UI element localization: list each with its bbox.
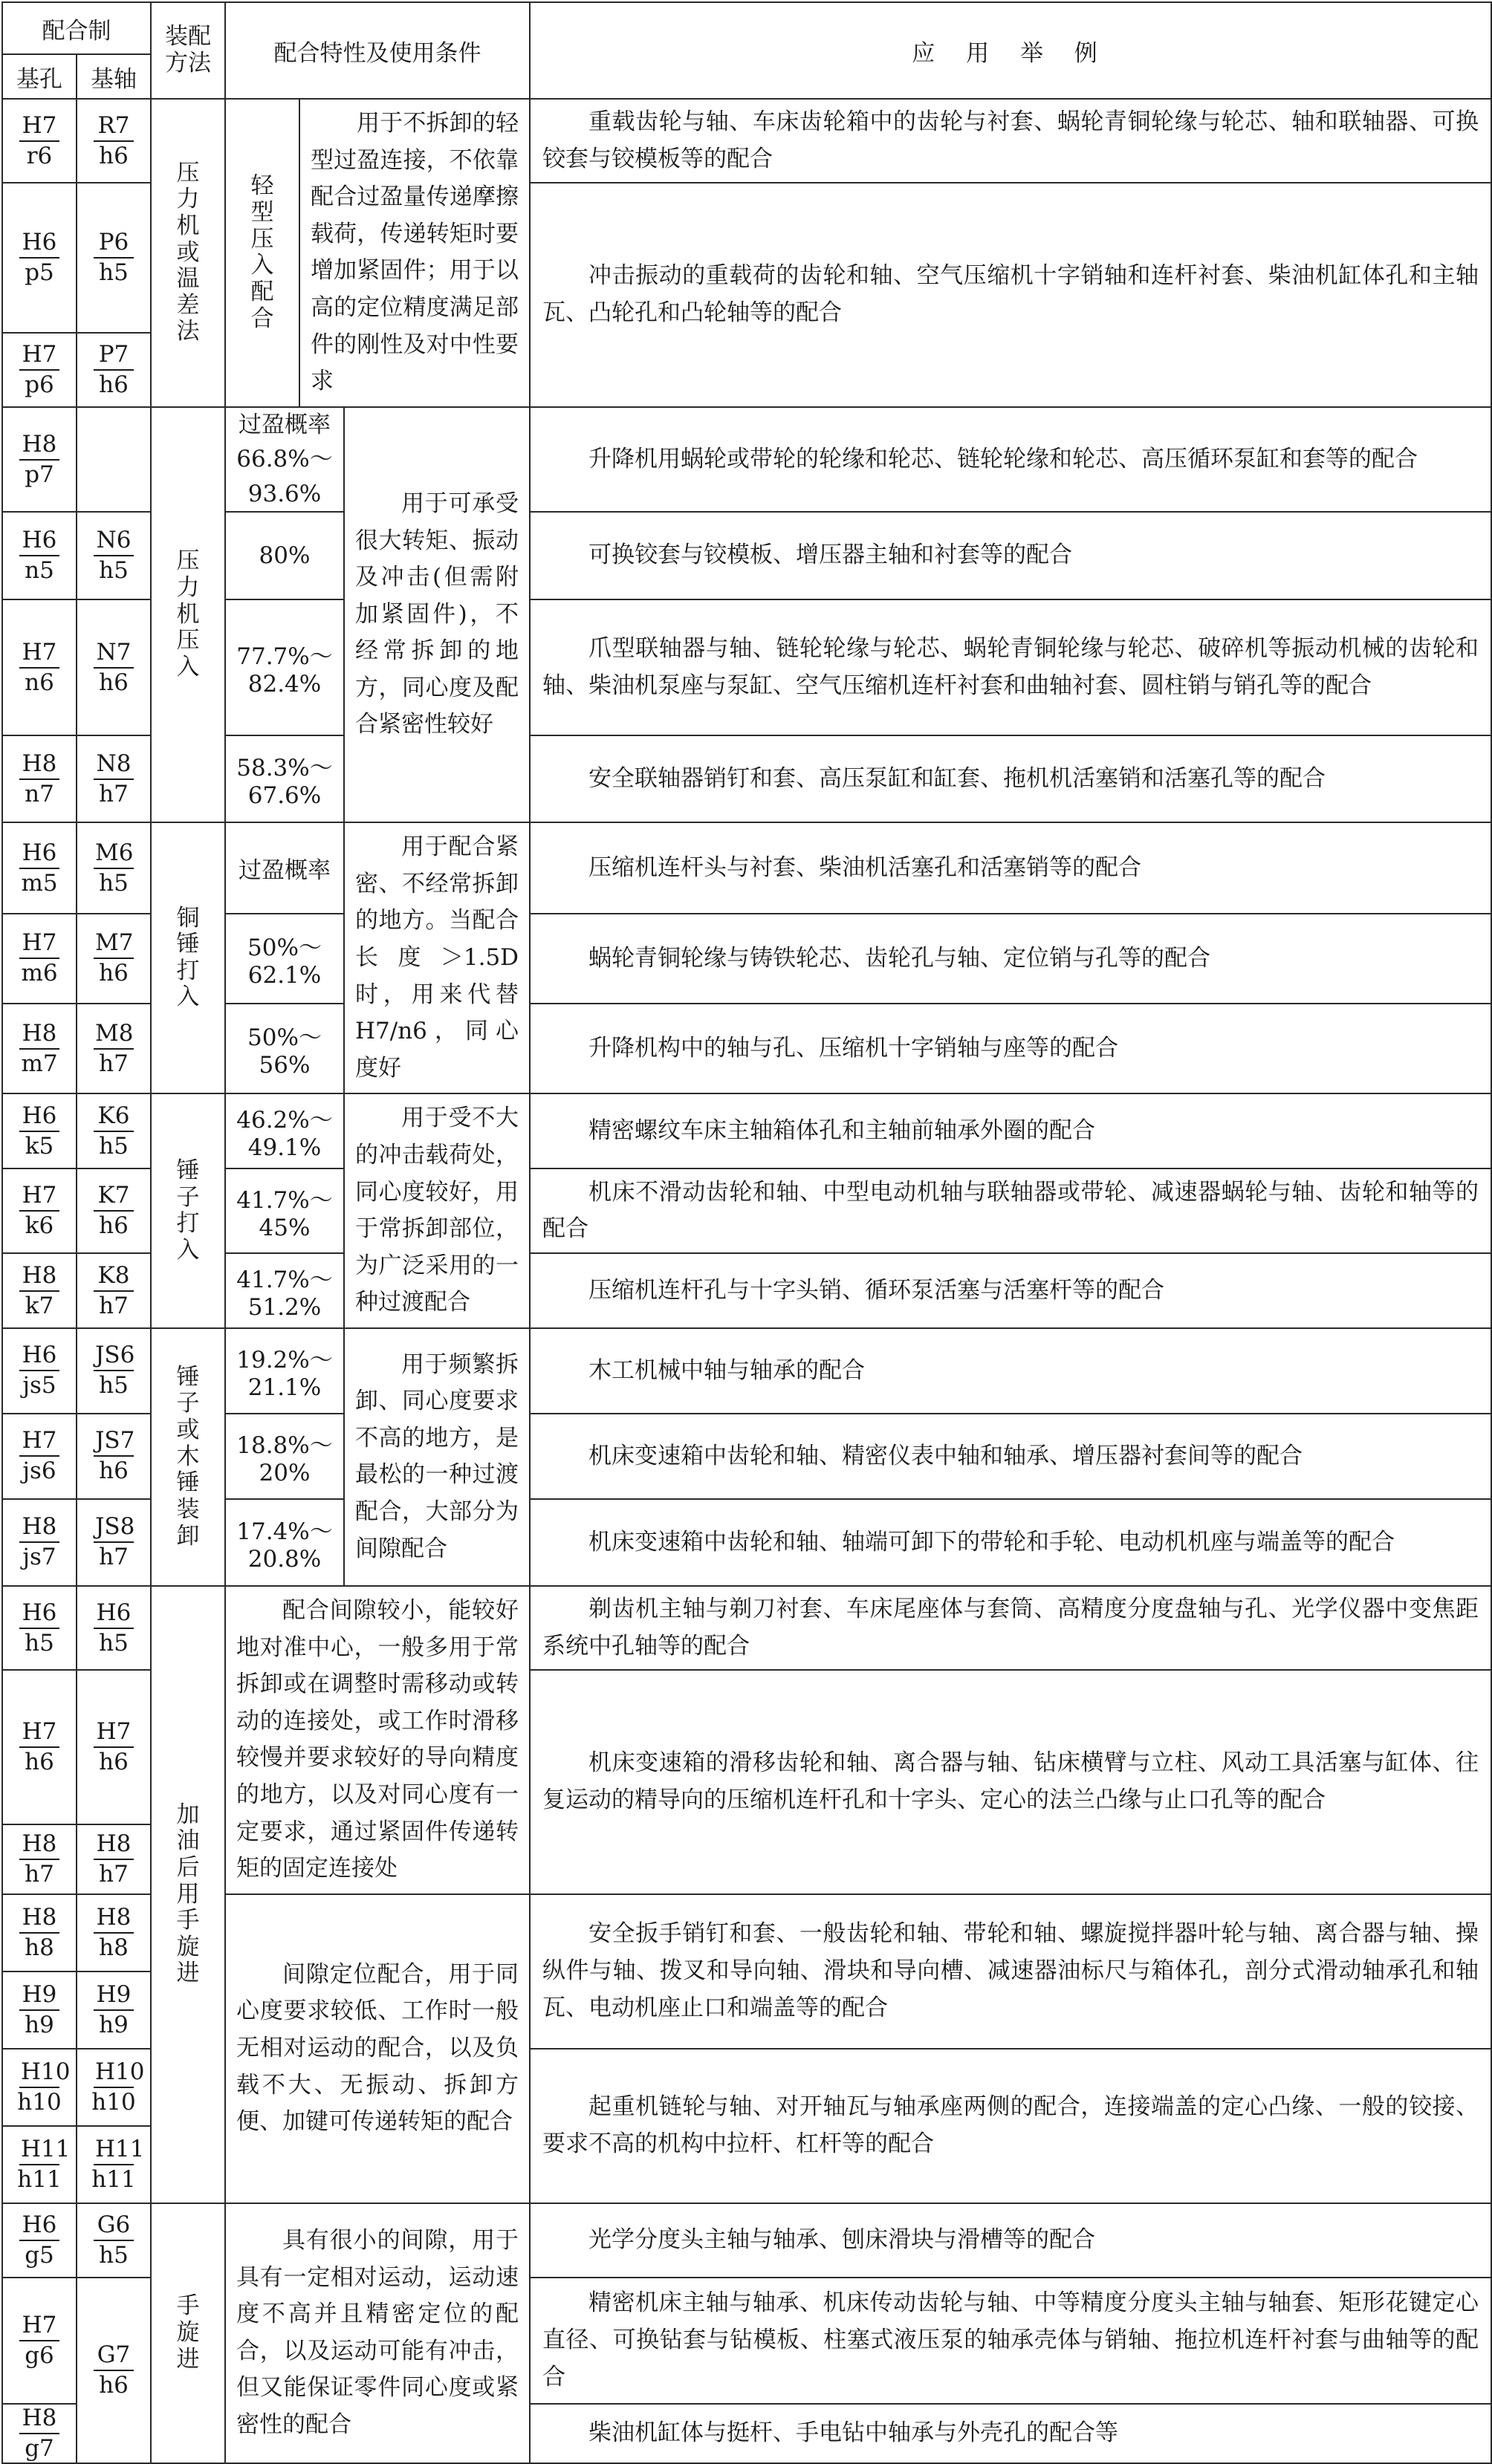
interference-probability: 80% [225, 512, 344, 599]
hole-fit: H8 h7 [2, 1824, 77, 1894]
shaft-fit: P6 h5 [77, 183, 151, 333]
interference-probability: 18.8%～20% [225, 1414, 344, 1499]
shaft-fit: H6 h5 [77, 1586, 151, 1670]
hole-fit: H8 p7 [2, 407, 77, 513]
hole-fit: H6 js5 [2, 1328, 77, 1414]
interference-probability [225, 407, 344, 513]
hole-fit: H9 h9 [2, 1971, 77, 2049]
application-example: 蜗轮青铜轮缘与铸铁轮芯、齿轮孔与轴、定位销与孔等的配合 [530, 914, 1491, 1004]
shaft-fit: M8 h7 [77, 1004, 151, 1093]
application-example: 重载齿轮与轴、车床齿轮箱中的齿轮与衬套、蜗轮青铜轮缘与轮芯、轴和联轴器、可换铰套与铰模板等的配合 [530, 99, 1491, 183]
probability-label: 过盈概率 [225, 822, 344, 914]
application-example: 机床不滑动齿轮和轴、中型电动机轴与联轴器或带轮、减速器蜗轮与轴、齿轮和轴等的配合 [530, 1168, 1491, 1253]
probability-label: 过盈概率 [239, 411, 331, 438]
assembly-method: 压力机或温差法 [151, 99, 225, 407]
shaft-fit: H8 h7 [77, 1824, 151, 1894]
hole-fit: H7 js6 [2, 1414, 77, 1499]
hole-fit: H6 k5 [2, 1093, 77, 1168]
interference-probability: 50%～62.1% [225, 914, 344, 1004]
header-shaft-basis: 基轴 [77, 54, 151, 99]
header-assembly-method: 装配方法 [151, 2, 225, 99]
header-hole-basis: 基孔 [2, 54, 77, 99]
assembly-method: 压力机压入 [151, 407, 225, 823]
fit-characteristics: 用于可承受很大转矩、振动及冲击(但需附加紧固件)，不经常拆卸的地方，同心度及配合紧密性较好 [344, 407, 530, 823]
hole-fit: H6 h5 [2, 1586, 77, 1670]
fit-characteristics: 具有很小的间隙，用于具有一定相对运动，运动速度不高并且精密定位的配合，以及运动可能有冲击，但又能保证零件同心度或紧密性的配合 [225, 2203, 530, 2463]
shaft-fit: K7 h6 [77, 1168, 151, 1253]
application-example: 精密螺纹车床主轴箱体孔和主轴前轴承外圈的配合 [530, 1093, 1491, 1168]
shaft-fit: N7 h6 [77, 599, 151, 735]
hole-fit: H7 k6 [2, 1168, 77, 1253]
hole-fit: H6 p5 [2, 183, 77, 333]
hole-fit: H6 g5 [2, 2203, 77, 2278]
assembly-method: 铜锤打入 [151, 822, 225, 1093]
application-example: 光学分度头主轴与轴承、刨床滑块与滑槽等的配合 [530, 2203, 1491, 2278]
shaft-fit: G7 h6 [77, 2278, 151, 2463]
interference-probability: 17.4%～20.8% [225, 1499, 344, 1586]
application-example: 安全联轴器销钉和套、高压泵缸和缸套、拖机机活塞销和活塞孔等的配合 [530, 735, 1491, 822]
application-example: 升降机构中的轴与孔、压缩机十字销轴与座等的配合 [530, 1004, 1491, 1093]
shaft-fit: H7 h6 [77, 1670, 151, 1824]
assembly-method: 锤子或木锤装卸 [151, 1328, 225, 1586]
interference-probability: 77.7%～82.4% [225, 599, 344, 735]
hole-fit: H8 h8 [2, 1894, 77, 1971]
hole-fit: H7 r6 [2, 99, 77, 183]
interference-probability: 41.7%～45% [225, 1168, 344, 1253]
shaft-fit: H8 h8 [77, 1894, 151, 1971]
application-example: 剃齿机主轴与剃刀衬套、车床尾座体与套筒、高精度分度盘轴与孔、光学仪器中变焦距系统中孔轴等的配合 [530, 1586, 1491, 1670]
fit-characteristics: 配合间隙较小，能较好地对准中心，一般多用于常拆卸或在调整时需移动或转动的连接处，或工作时滑移较慢并要求较好的导向精度的地方，以及对同心度有一定要求，通过紧固件传递转矩的固定连接处 [225, 1586, 530, 1894]
application-example: 柴油机缸体与挺杆、手电钻中轴承与外壳孔的配合等 [530, 2404, 1491, 2463]
shaft-fit: N6 h5 [77, 512, 151, 599]
interference-probability: 46.2%～49.1% [225, 1093, 344, 1168]
application-example: 升降机用蜗轮或带轮的轮缘和轮芯、链轮轮缘和轮芯、高压循环泵缸和套等的配合 [530, 407, 1491, 513]
shaft-fit: P7 h6 [77, 333, 151, 407]
hole-fit: H7 p6 [2, 333, 77, 407]
application-example: 起重机链轮与轴、对开轴瓦与轴承座两侧的配合，连接端盖的定心凸缘、一般的铰接、要求不高的机构中拉杆、杠杆等的配合 [530, 2049, 1491, 2203]
shaft-fit: H9 h9 [77, 1971, 151, 2049]
hole-fit: H8 n7 [2, 735, 77, 822]
hole-fit: H7 h6 [2, 1670, 77, 1824]
assembly-method: 手旋进 [151, 2203, 225, 2463]
hole-fit: H8 js7 [2, 1499, 77, 1586]
shaft-fit: H11 h11 [77, 2126, 151, 2203]
shaft-fit: JS8 h7 [77, 1499, 151, 1586]
hole-fit: H7 n6 [2, 599, 77, 735]
shaft-fit: R7 h6 [77, 99, 151, 183]
hole-fit: H8 m7 [2, 1004, 77, 1093]
hole-fit: H8 k7 [2, 1253, 77, 1328]
fit-characteristics: 用于不拆卸的轻型过盈连接，不依靠配合过盈量传递摩擦载荷，传递转矩时要增加紧固件；用于以高的定位精度满足部件的刚性及对中性要求 [299, 99, 530, 407]
interference-probability: 41.7%～51.2% [225, 1253, 344, 1328]
shaft-fit: K6 h5 [77, 1093, 151, 1168]
assembly-method: 加油后用手旋进 [151, 1586, 225, 2203]
application-example: 压缩机连杆孔与十字头销、循环泵活塞与活塞杆等的配合 [530, 1253, 1491, 1328]
header-characteristics: 配合特性及使用条件 [225, 2, 530, 99]
interference-probability: 19.2%～21.1% [225, 1328, 344, 1414]
application-example: 木工机械中轴与轴承的配合 [530, 1328, 1491, 1414]
fit-characteristics: 间隙定位配合，用于同心度要求较低、工作时一般无相对运动的配合，以及负载不大、无振动、拆卸方便、加键可传递转矩的配合 [225, 1894, 530, 2203]
assembly-method: 锤子打入 [151, 1093, 225, 1328]
fit-characteristics: 用于受不大的冲击载荷处，同心度较好，用于常拆卸部位，为广泛采用的一种过渡配合 [344, 1093, 530, 1328]
shaft-fit: K8 h7 [77, 1253, 151, 1328]
fit-characteristics: 用于配合紧密、不经常拆卸的地方。当配合长度＞1.5D时，用来代替H7/n6，同心度好 [344, 822, 530, 1093]
probability-value: 66.8%～93.6% [236, 446, 333, 507]
header-fit-system: 配合制 [2, 2, 151, 54]
hole-fit: H11 h11 [2, 2126, 77, 2203]
hole-fit: H6 n5 [2, 512, 77, 599]
application-example: 爪型联轴器与轴、链轮轮缘与轮芯、蜗轮青铜轮缘与轮芯、破碎机等振动机械的齿轮和轴、柴油机泵座与泵缸、空气压缩机连杆衬套和曲轴衬套、圆柱销与销孔等的配合 [530, 599, 1491, 735]
shaft-fit-empty [77, 407, 151, 513]
hole-fit: H7 g6 [2, 2278, 77, 2404]
shaft-fit: M7 h6 [77, 914, 151, 1004]
shaft-fit: M6 h5 [77, 822, 151, 914]
shaft-fit: H10 h10 [77, 2049, 151, 2126]
fit-characteristics: 用于频繁拆卸、同心度要求不高的地方，是最松的一种过渡配合，大部分为间隙配合 [344, 1328, 530, 1586]
shaft-fit: G6 h5 [77, 2203, 151, 2278]
application-example: 机床变速箱中齿轮和轴、轴端可卸下的带轮和手轮、电动机机座与端盖等的配合 [530, 1499, 1491, 1586]
application-example: 精密机床主轴与轴承、机床传动齿轮与轴、中等精度分度头主轴与轴套、矩形花键定心直径、可换钻套与钻模板、柱塞式液压泵的轴承壳体与销轴、拖拉机连杆衬套与曲轴等的配合 [530, 2278, 1491, 2404]
hole-fit: H10 h10 [2, 2049, 77, 2126]
interference-probability: 58.3%～67.6% [225, 735, 344, 822]
application-example: 机床变速箱中齿轮和轴、精密仪表中轴和轴承、增压器衬套间等的配合 [530, 1414, 1491, 1499]
hole-fit: H6 m5 [2, 822, 77, 914]
application-example: 机床变速箱的滑移齿轮和轴、离合器与轴、钻床横臂与立柱、风动工具活塞与缸体、往复运动的精导向的压缩机连杆孔和十字头、定心的法兰凸缘与止口孔等的配合 [530, 1670, 1491, 1894]
fit-selection-table [1, 1, 1492, 2464]
application-example: 冲击振动的重载荷的齿轮和轴、空气压缩机十字销轴和连杆衬套、柴油机缸体孔和主轴瓦、凸轮孔和凸轮轴等的配合 [530, 183, 1491, 407]
application-example: 可换铰套与铰模板、增压器主轴和衬套等的配合 [530, 512, 1491, 599]
interference-probability: 50%～56% [225, 1004, 344, 1093]
application-example: 安全扳手销钉和套、一般齿轮和轴、带轮和轴、螺旋搅拌器叶轮与轴、离合器与轴、操纵件与轴、拨叉和导向轴、滑块和导向槽、减速器油标尺与箱体孔，剖分式滑动轴承孔和轴瓦、电动机座止口和端盖等的配合 [530, 1894, 1491, 2049]
shaft-fit: JS6 h5 [77, 1328, 151, 1414]
hole-fit: H8 g7 [2, 2404, 77, 2463]
header-application: 应 用 举 例 [530, 2, 1491, 99]
shaft-fit: JS7 h6 [77, 1414, 151, 1499]
fit-subtype: 轻型压入配合 [225, 99, 299, 407]
shaft-fit: N8 h7 [77, 735, 151, 822]
hole-fit: H7 m6 [2, 914, 77, 1004]
application-example: 压缩机连杆头与衬套、柴油机活塞孔和活塞销等的配合 [530, 822, 1491, 914]
